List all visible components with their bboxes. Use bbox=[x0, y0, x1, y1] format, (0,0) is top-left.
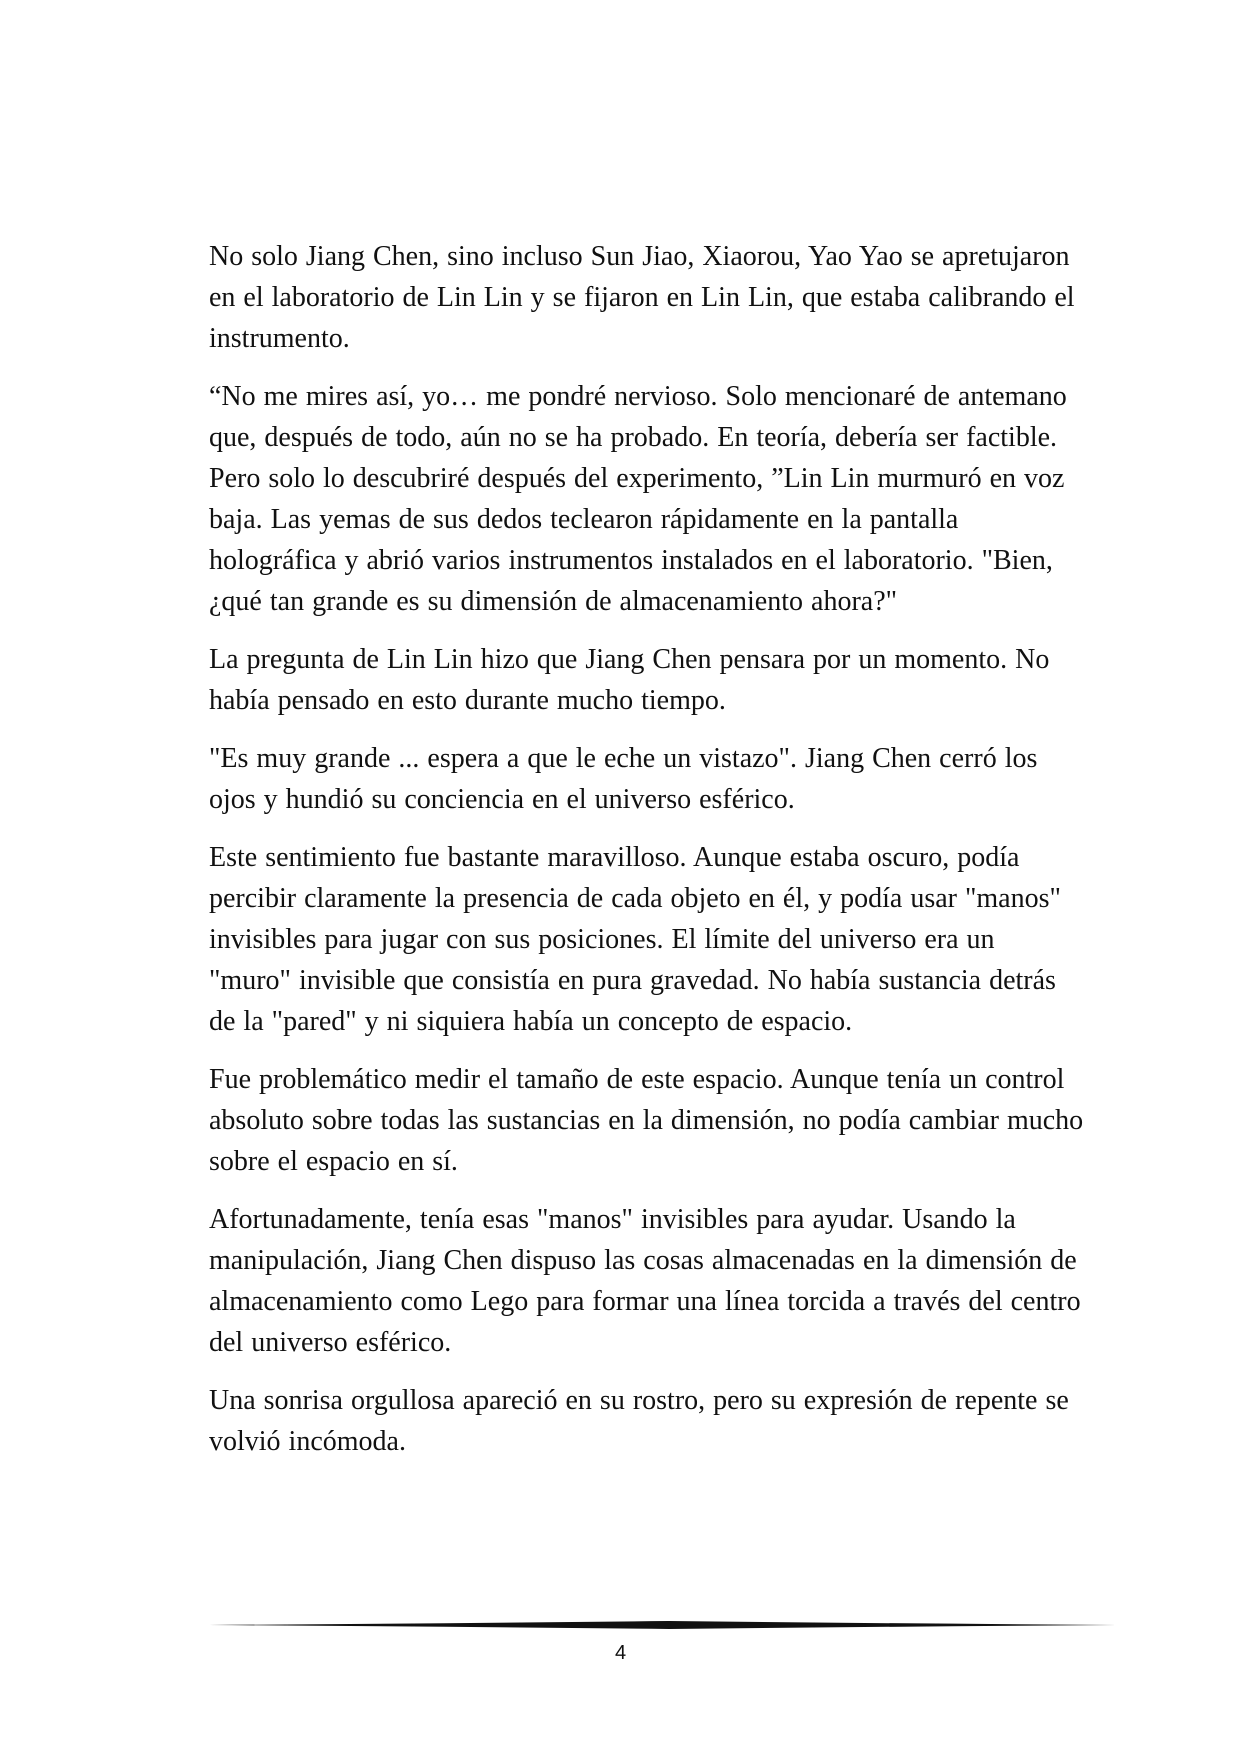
paragraph: Una sonrisa orgullosa apareció en su rostro, pero su expresión de repente se volvió incómoda. bbox=[209, 1385, 1069, 1457]
page-number: 4 bbox=[614, 1642, 627, 1664]
paragraph: Fue problemático medir el tamaño de este espacio. Aunque tenía un control absoluto sobre todas las sustancias en la dimensión, no podía cambiar mucho sobre el espacio en sí. bbox=[209, 1064, 1084, 1177]
page-body bbox=[209, 236, 1084, 1479]
paragraph: “No me mires así, yo… me pondré nervioso. Solo mencionaré de antemano que, después de todo, aún no se ha probado. En teoría, debería ser factible. Pero solo lo descubriré después del experimento, ”Lin Lin murmuró en voz baja. Las yemas de sus dedos teclearon rápidamente en la pantalla holográfica y abrió varios instrumentos instalados en el laboratorio. "Bien, ¿qué tan grande es su dimensión de almacenamiento ahora?" bbox=[209, 381, 1067, 617]
paragraph: Este sentimiento fue bastante maravilloso. Aunque estaba oscuro, podía percibir claramente la presencia de cada objeto en él, y podía usar "manos" invisibles para jugar con sus posiciones. El límite del universo era un "muro" invisible que consistía en pura gravedad. No había sustancia detrás de la "pared" y ni siquiera había un concepto de espacio. bbox=[209, 842, 1061, 1037]
footer-divider bbox=[209, 1620, 1116, 1630]
paragraph: No solo Jiang Chen, sino incluso Sun Jiao, Xiaorou, Yao Yao se apretujaron en el laboratorio de Lin Lin y se fijaron en Lin Lin, que estaba calibrando el instrumento. bbox=[209, 241, 1075, 354]
paragraph: "Es muy grande ... espera a que le eche un vistazo". Jiang Chen cerró los ojos y hundió su conciencia en el universo esférico. bbox=[209, 743, 1038, 815]
paragraph: La pregunta de Lin Lin hizo que Jiang Chen pensara por un momento. No había pensado en esto durante mucho tiempo. bbox=[209, 644, 1050, 716]
paragraph: Afortunadamente, tenía esas "manos" invisibles para ayudar. Usando la manipulación, Jiang Chen dispuso las cosas almacenadas en la dimensión de almacenamiento como Lego para formar una línea torcida a través del centro del universo esférico. bbox=[209, 1204, 1081, 1358]
